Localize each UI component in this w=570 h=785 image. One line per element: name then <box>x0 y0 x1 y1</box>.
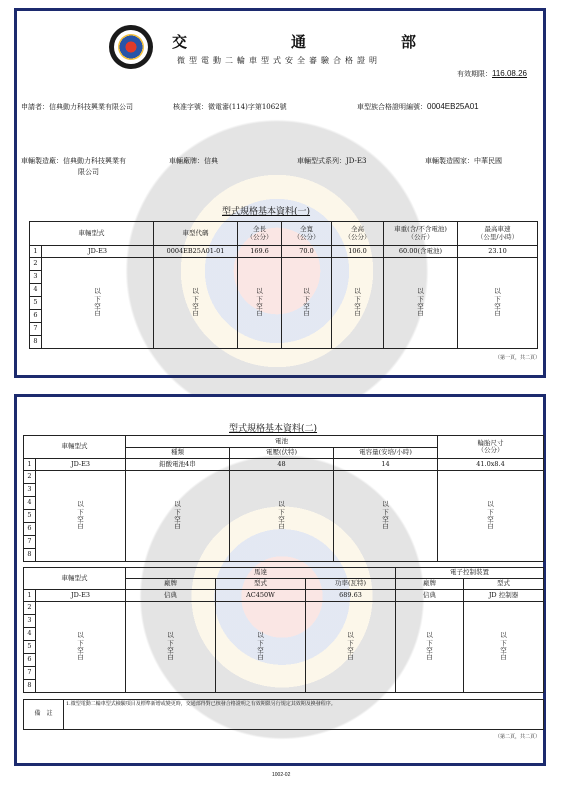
blank-text-char: 空 <box>303 302 310 310</box>
blank-text-char: 以 <box>167 631 174 640</box>
manufacturing-country-value: 中華民國 <box>474 157 502 165</box>
manufacturer-value: 信典動力科技興業有 <box>63 157 126 165</box>
blank-text-char: 白 <box>494 309 501 318</box>
cell-height: 106.0 <box>332 246 384 258</box>
blank-text-char: 以 <box>303 287 310 296</box>
validity-value: 116.08.26 <box>492 69 527 78</box>
row-number: 2 <box>30 258 42 271</box>
certificate-number-label: 車型族合格證明編號： <box>357 103 427 111</box>
blank-text-char: 白 <box>354 309 361 318</box>
blank-text-char: 以 <box>382 500 389 509</box>
table1-title: 型式規格基本資料(一) <box>222 207 311 217</box>
blank-text-char: 空 <box>256 302 263 310</box>
cell-battery-capacity: 14 <box>334 459 438 471</box>
blank-cell <box>332 258 384 349</box>
blank-text-char: 空 <box>94 302 101 310</box>
table-row <box>24 459 544 471</box>
blank-text-char: 空 <box>500 646 507 654</box>
blank-cell <box>42 258 154 349</box>
table-row <box>24 471 544 484</box>
row-number: 6 <box>24 523 36 536</box>
table-row <box>24 590 544 602</box>
table-row <box>30 258 538 271</box>
row-number: 5 <box>24 641 36 654</box>
vehicle-brand-value: 信典 <box>204 157 218 165</box>
row-number: 7 <box>24 667 36 680</box>
header-motor-power: 功率(瓦特) <box>306 579 396 590</box>
vehicle-series-label: 車輛型式系列： <box>297 157 346 165</box>
blank-text-char: 以 <box>426 631 433 640</box>
blank-text-char: 下 <box>303 294 310 303</box>
blank-text-char: 空 <box>174 515 181 523</box>
blank-text-char: 白 <box>426 653 433 662</box>
blank-text-char: 空 <box>494 302 501 310</box>
cell-ecu-model: JD 控制器 <box>464 590 544 602</box>
table-row <box>30 246 538 258</box>
blank-text-char: 空 <box>487 515 494 523</box>
blank-cell <box>282 258 332 349</box>
spec-table-2 <box>23 435 544 562</box>
applicant-label: 申請者： <box>21 103 49 111</box>
blank-text-char: 下 <box>256 294 263 303</box>
blank-text-char: 白 <box>487 522 494 531</box>
header-ecu-model: 型式 <box>464 579 544 590</box>
header-model: 車輛型式 <box>24 568 126 590</box>
approval-number <box>173 102 287 112</box>
row-number: 4 <box>30 284 42 297</box>
cell-weight: 60.00(含電池) <box>384 246 458 258</box>
blank-text-char: 下 <box>500 638 507 647</box>
cell-battery-type: 鉛酸電池4串 <box>126 459 230 471</box>
blank-cell <box>126 471 230 562</box>
blank-text-char: 以 <box>77 500 84 509</box>
blank-cell <box>464 602 544 693</box>
header-width: 全寬 （公分） <box>282 222 332 246</box>
header-ecu-brand: 廠牌 <box>396 579 464 590</box>
header-length: 全長 （公分） <box>238 222 282 246</box>
cell-length: 169.6 <box>238 246 282 258</box>
blank-cell <box>154 258 238 349</box>
blank-text-char: 下 <box>77 507 84 516</box>
blank-text-char: 以 <box>354 287 361 296</box>
blank-text-char: 空 <box>167 646 174 654</box>
certificate-number-value: 0004EB25A01 <box>427 102 479 111</box>
blank-text-char: 白 <box>278 522 285 531</box>
vehicle-brand <box>169 156 218 166</box>
blank-cell <box>238 258 282 349</box>
blank-text-char: 下 <box>382 507 389 516</box>
blank-text-char: 下 <box>192 294 199 303</box>
blank-cell <box>396 602 464 693</box>
blank-text-char: 白 <box>256 309 263 318</box>
row-number: 4 <box>24 628 36 641</box>
blank-cell <box>230 471 334 562</box>
remarks-text: 1.微型電動二輪車型式檢驗項目及標準新增或變更時，交通部得對已核發合格證明之有效期限另行規定其效期及換發程序。 <box>64 700 544 730</box>
manufacturing-country-label: 車輛製造國家： <box>425 157 474 165</box>
header-max-speed: 最高車速 （公里/小時） <box>458 222 538 246</box>
row-number: 2 <box>24 602 36 615</box>
blank-text-char: 空 <box>417 302 424 310</box>
blank-text-char: 下 <box>347 638 354 647</box>
cell-motor-model: AC450W <box>216 590 306 602</box>
ministry-seal-logo <box>109 25 153 69</box>
blank-text-char: 白 <box>257 653 264 662</box>
header-battery-voltage: 電壓(伏特) <box>230 448 334 459</box>
page-note-2: （第二頁，共二頁） <box>495 734 541 740</box>
blank-text-char: 以 <box>500 631 507 640</box>
blank-cell <box>36 471 126 562</box>
header-weight: 車重(含/不含電池) （公斤） <box>384 222 458 246</box>
row-number: 2 <box>24 471 36 484</box>
header-motor-model: 型式 <box>216 579 306 590</box>
manufacturer-value-line2: 限公司 <box>78 168 99 177</box>
vehicle-series <box>297 156 366 166</box>
blank-cell <box>306 602 396 693</box>
table-row <box>24 602 544 615</box>
blank-text-char: 空 <box>257 646 264 654</box>
row-number: 6 <box>30 310 42 323</box>
cell-speed: 23.10 <box>458 246 538 258</box>
title-char-1: 交 <box>172 33 189 51</box>
certificate-number <box>357 102 479 112</box>
blank-text-char: 空 <box>77 646 84 654</box>
blank-text-char: 白 <box>94 309 101 318</box>
blank-text-char: 白 <box>167 653 174 662</box>
certificate-page-2 <box>14 394 546 766</box>
vehicle-brand-label: 車輛廠牌： <box>169 157 204 165</box>
blank-text-char: 下 <box>426 638 433 647</box>
blank-text-char: 白 <box>382 522 389 531</box>
header-battery-capacity: 電容量(安培/小時) <box>334 448 438 459</box>
blank-text-char: 下 <box>77 638 84 647</box>
blank-text-char: 下 <box>494 294 501 303</box>
blank-cell <box>384 258 458 349</box>
applicant-value: 信典動力科技興業有限公司 <box>49 103 133 111</box>
blank-text-char: 白 <box>77 653 84 662</box>
page-note-1: （第一頁，共二頁） <box>495 355 541 361</box>
approval-number-label: 核准字號： <box>173 103 208 111</box>
blank-text-char: 以 <box>192 287 199 296</box>
blank-text-char: 以 <box>278 500 285 509</box>
header-battery-type: 種類 <box>126 448 230 459</box>
row-number: 3 <box>24 484 36 497</box>
cell-motor-brand: 信典 <box>126 590 216 602</box>
cell-motor-power: 689.63 <box>306 590 396 602</box>
blank-text-char: 空 <box>354 302 361 310</box>
cell-battery-voltage: 48 <box>230 459 334 471</box>
blank-text-char: 下 <box>174 507 181 516</box>
table2-title: 型式規格基本資料(二) <box>229 424 318 434</box>
blank-text-char: 白 <box>347 653 354 662</box>
row-number: 5 <box>24 510 36 523</box>
title-char-3: 部 <box>401 33 418 51</box>
blank-text-char: 白 <box>77 522 84 531</box>
manufacturing-country <box>425 156 502 166</box>
blank-text-char: 下 <box>94 294 101 303</box>
blank-cell <box>438 471 544 562</box>
table3-header-row <box>24 568 544 579</box>
table2-header-row <box>24 436 544 448</box>
header-motor: 馬達 <box>126 568 396 579</box>
blank-text-char: 以 <box>77 631 84 640</box>
spec-table-1 <box>29 221 538 349</box>
blank-text-char: 空 <box>192 302 199 310</box>
blank-text-char: 下 <box>487 507 494 516</box>
blank-text-char: 以 <box>487 500 494 509</box>
blank-text-char: 白 <box>174 522 181 531</box>
blank-text-char: 白 <box>303 309 310 318</box>
form-code: 1002-02 <box>272 772 291 778</box>
manufacturer <box>21 156 126 178</box>
cell-model: JD-E3 <box>36 590 126 602</box>
validity <box>457 69 527 79</box>
blank-cell <box>36 602 126 693</box>
header-code: 車型代碼 <box>154 222 238 246</box>
spec-table-3 <box>23 567 544 693</box>
row-number: 8 <box>30 336 42 349</box>
title-char-2: 通 <box>291 33 308 51</box>
header-tire-size: 輪胎尺寸 （公分） <box>438 436 544 459</box>
manufacturer-label: 車輛製造廠： <box>21 157 63 165</box>
remarks-table <box>23 699 544 730</box>
header-model: 車輛型式 <box>24 436 126 459</box>
row-number: 1 <box>30 246 42 258</box>
cell-ecu-brand: 信典 <box>396 590 464 602</box>
blank-text-char: 空 <box>347 646 354 654</box>
applicant <box>21 102 133 112</box>
header-model: 車輛型式 <box>30 222 154 246</box>
header-height: 全高 （公分） <box>332 222 384 246</box>
remarks-label: 備 註 <box>24 700 64 730</box>
blank-text-char: 空 <box>278 515 285 523</box>
table1-header-row <box>30 222 538 246</box>
row-number: 7 <box>30 323 42 336</box>
cell-width: 70.0 <box>282 246 332 258</box>
blank-text-char: 白 <box>500 653 507 662</box>
row-number: 3 <box>30 271 42 284</box>
blank-text-char: 下 <box>278 507 285 516</box>
row-number: 1 <box>24 590 36 602</box>
vehicle-series-value: JD-E3 <box>346 157 367 165</box>
row-number: 7 <box>24 536 36 549</box>
certificate-page-1 <box>14 8 546 378</box>
cell-model: JD-E3 <box>42 246 154 258</box>
blank-text-char: 空 <box>426 646 433 654</box>
blank-text-char: 空 <box>382 515 389 523</box>
blank-text-char: 下 <box>167 638 174 647</box>
row-number: 1 <box>24 459 36 471</box>
row-number: 8 <box>24 680 36 693</box>
header-motor-brand: 廠牌 <box>126 579 216 590</box>
cell-code: 0004EB25A01-01 <box>154 246 238 258</box>
blank-text-char: 以 <box>256 287 263 296</box>
blank-text-char: 空 <box>77 515 84 523</box>
blank-cell <box>458 258 538 349</box>
blank-text-char: 下 <box>417 294 424 303</box>
blank-text-char: 白 <box>417 309 424 318</box>
row-number: 5 <box>30 297 42 310</box>
blank-text-char: 以 <box>347 631 354 640</box>
blank-text-char: 以 <box>417 287 424 296</box>
header-battery: 電池 <box>126 436 438 448</box>
blank-text-char: 以 <box>494 287 501 296</box>
certificate-subtitle: 微型電動二輪車型式安全審驗合格證明 <box>177 56 381 65</box>
approval-number-value: 微電審(114)字第1062號 <box>208 103 287 111</box>
blank-cell <box>334 471 438 562</box>
row-number: 4 <box>24 497 36 510</box>
cell-model: JD-E3 <box>36 459 126 471</box>
row-number: 6 <box>24 654 36 667</box>
blank-text-char: 白 <box>192 309 199 318</box>
blank-text-char: 以 <box>257 631 264 640</box>
row-number: 3 <box>24 615 36 628</box>
header-electronic-control: 電子控制裝置 <box>396 568 544 579</box>
blank-text-char: 以 <box>174 500 181 509</box>
blank-text-char: 以 <box>94 287 101 296</box>
row-number: 8 <box>24 549 36 562</box>
validity-label: 有效期限： <box>457 70 492 78</box>
blank-text-char: 下 <box>354 294 361 303</box>
blank-text-char: 下 <box>257 638 264 647</box>
blank-cell <box>216 602 306 693</box>
cell-tire-size: 41.0x8.4 <box>438 459 544 471</box>
blank-cell <box>126 602 216 693</box>
remarks-row <box>24 700 544 730</box>
